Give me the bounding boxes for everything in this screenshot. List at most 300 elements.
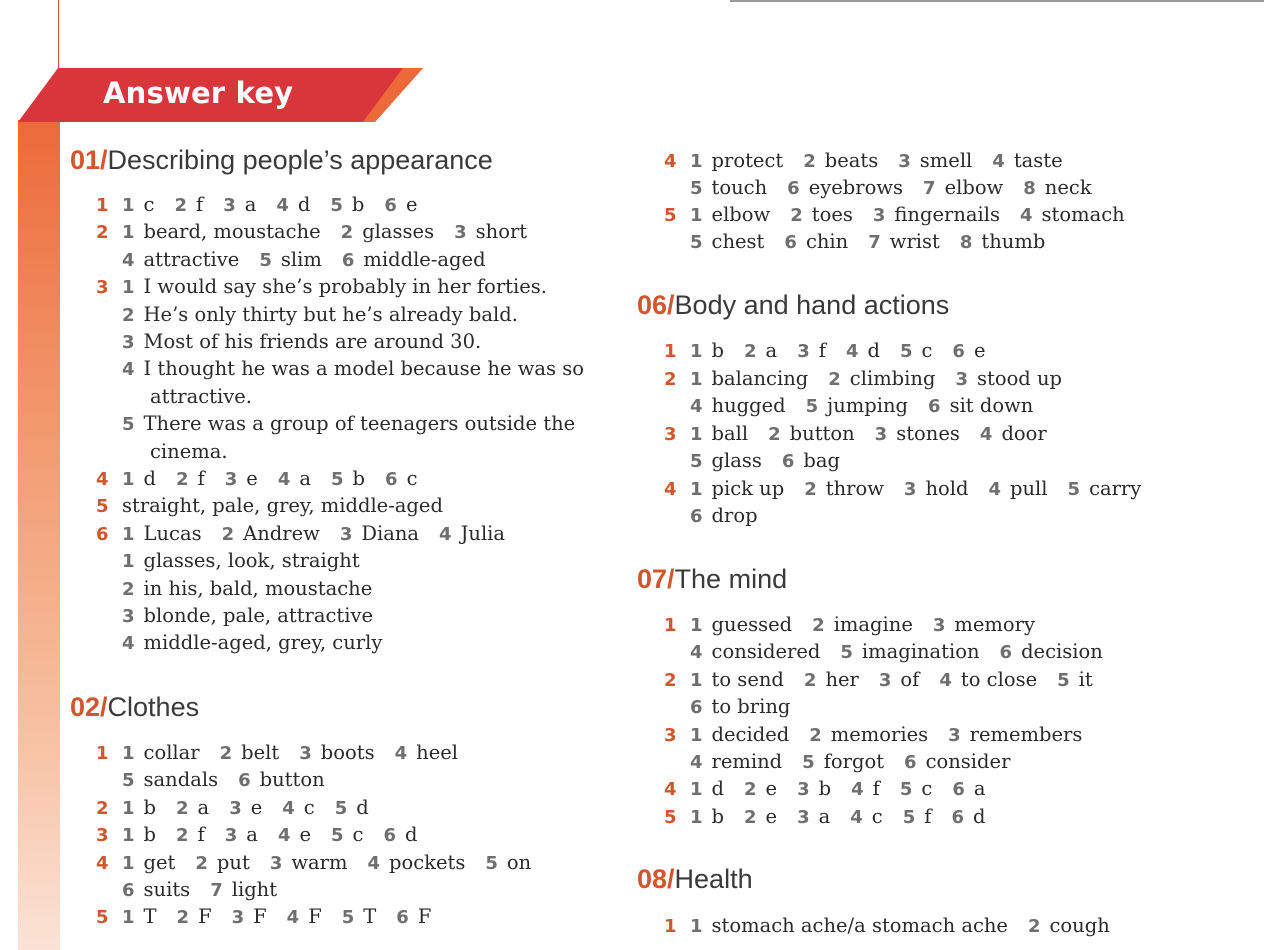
answer-text: a [765, 339, 778, 362]
question-number: 2 [664, 368, 677, 390]
item-number: 6 [385, 469, 398, 490]
item-number: 1 [690, 724, 703, 746]
item-number: 3 [454, 222, 467, 244]
answer-line [96, 739, 458, 767]
question-number: 1 [664, 916, 677, 937]
answer-text: a [244, 193, 257, 216]
answer-text: wrist [889, 230, 940, 253]
answer-text: to close [960, 667, 1038, 691]
answer-line [664, 201, 1125, 229]
answer-text: b [352, 467, 366, 490]
answer-line [96, 246, 486, 274]
item-number: 5 [341, 907, 355, 929]
answer-text: imagine [833, 613, 913, 636]
answer-text: pick up [711, 476, 785, 500]
item-number: 5 [690, 178, 703, 199]
question-number: 1 [664, 341, 677, 362]
item-number: 3 [898, 151, 911, 172]
item-number: 4 [979, 423, 993, 445]
item-number: 1 [122, 195, 135, 216]
item-number: 4 [122, 249, 135, 271]
item-number: 5 [122, 770, 135, 792]
question-number: 3 [96, 277, 109, 299]
item-number: 2 [122, 578, 135, 600]
question-number: 4 [664, 478, 677, 500]
item-number: 1 [122, 852, 135, 874]
answer-line [96, 218, 527, 246]
answer-line [664, 721, 1082, 749]
item-number: 3 [229, 797, 242, 819]
answer-text: fingernails [894, 203, 1000, 226]
item-number: 5 [840, 642, 853, 664]
answer-text: glasses, look, straight [143, 549, 360, 573]
answer-text: Most of his friends are around 30. [143, 330, 482, 353]
item-number: 2 [340, 222, 354, 244]
answer-line [664, 228, 1045, 256]
section-title-text: Body and hand actions [674, 290, 950, 320]
item-number: 4 [439, 523, 452, 545]
answer-text: Diana [361, 521, 420, 545]
item-number: 4 [690, 642, 703, 664]
answer-text: pockets [389, 850, 466, 874]
answer-line [664, 611, 1035, 639]
item-number: 6 [951, 806, 964, 828]
item-number: 3 [874, 423, 888, 445]
answer-text: glasses [362, 220, 435, 244]
item-number: 6 [928, 396, 941, 417]
item-number: 4 [282, 797, 295, 819]
item-number: 3 [872, 205, 886, 226]
item-number: 4 [367, 852, 381, 874]
answer-text: button [789, 421, 855, 445]
answer-text: d [711, 777, 725, 801]
item-number: 1 [122, 277, 135, 299]
item-number: 6 [383, 825, 396, 847]
answer-text: d [867, 339, 880, 362]
section-title-text: The mind [674, 564, 788, 594]
answer-text: b [711, 804, 725, 828]
section-number: 07/ [637, 564, 675, 594]
item-number: 2 [812, 615, 825, 636]
item-number: 1 [122, 469, 135, 490]
answer-text: stomach ache/a stomach ache [711, 914, 1008, 937]
answer-line [96, 903, 431, 931]
answer-text: neck [1044, 176, 1092, 199]
answer-text: f [197, 823, 205, 847]
question-number: 2 [664, 669, 677, 691]
answer-text: jumping [827, 394, 909, 417]
answer-line [664, 337, 985, 365]
answer-text: guessed [711, 613, 793, 636]
answer-text: decision [1021, 640, 1103, 664]
answer-line [664, 174, 1092, 202]
section-title-text: Health [674, 864, 753, 894]
item-number: 4 [988, 478, 1002, 500]
item-number: 4 [277, 825, 291, 847]
answer-line [96, 602, 373, 630]
answer-text: slim [280, 247, 322, 271]
item-number: 6 [122, 880, 135, 901]
item-number: 3 [269, 852, 283, 874]
answer-text: There was a group of teenagers outside the [143, 412, 576, 436]
item-number: 3 [903, 478, 917, 500]
item-number: 5 [485, 852, 498, 874]
answer-text: d [143, 467, 157, 490]
side-color-band [18, 120, 60, 950]
answer-text: warm [291, 850, 348, 874]
answer-text: Julia [460, 521, 506, 545]
item-number: 1 [122, 523, 135, 545]
top-rule [730, 0, 1264, 2]
answer-text: He’s only thirty but he’s already bald. [143, 302, 518, 326]
item-number: 5 [330, 195, 343, 216]
page-title: Answer key [103, 76, 294, 110]
section-number: 02/ [70, 692, 108, 722]
answer-text: c [921, 339, 933, 362]
section-title-text: Clothes [107, 692, 200, 722]
answer-text: Lucas [143, 521, 202, 545]
item-number: 6 [784, 232, 797, 253]
answer-text: b [143, 795, 157, 819]
answer-text: d [405, 823, 418, 847]
question-number: 3 [664, 724, 677, 746]
item-number: 1 [122, 222, 135, 244]
item-number: 5 [334, 797, 348, 819]
section-02-title [70, 692, 199, 723]
answer-text: stomach [1041, 203, 1125, 226]
answer-text: cough [1049, 914, 1110, 937]
answer-line [664, 803, 985, 831]
item-number: 3 [122, 606, 135, 627]
answer-text: a [973, 777, 986, 801]
answer-line [96, 849, 531, 877]
item-number: 5 [902, 806, 916, 828]
question-number: 5 [664, 205, 677, 226]
answer-line [96, 821, 417, 849]
answer-text: to bring [711, 695, 791, 719]
answer-text: door [1001, 421, 1047, 445]
answer-text: a [299, 467, 312, 490]
item-number: 2 [809, 724, 822, 746]
item-number: 1 [122, 825, 135, 847]
question-number: 2 [96, 797, 109, 819]
answer-text: it [1078, 667, 1093, 691]
answer-text: memories [830, 722, 929, 746]
answer-text: memory [954, 613, 1035, 636]
item-number: 1 [690, 423, 703, 445]
item-number: 5 [1067, 478, 1081, 500]
answer-line [96, 328, 481, 356]
answer-text: glass [711, 449, 762, 472]
answer-line [96, 383, 252, 410]
answer-text: chin [805, 230, 849, 253]
answer-text: attractive [143, 247, 240, 271]
answer-text: F [198, 905, 212, 929]
item-number: 4 [850, 806, 863, 828]
answer-line [664, 912, 1110, 940]
answer-text: ball [711, 421, 749, 445]
answer-text: d [297, 193, 311, 216]
answer-text: stones [896, 421, 960, 445]
question-number: 5 [664, 806, 677, 828]
answer-text: c [352, 823, 364, 847]
answer-line [96, 492, 443, 520]
item-number: 3 [948, 724, 961, 746]
section-06-title [637, 290, 949, 321]
answer-text: collar [143, 741, 200, 764]
answer-text: get [143, 850, 176, 874]
answer-text: light [231, 878, 278, 901]
answer-text: f [818, 339, 826, 362]
question-number: 4 [96, 852, 109, 874]
item-number: 1 [690, 916, 703, 937]
item-number: 6 [396, 907, 409, 929]
answer-text: e [765, 777, 778, 801]
item-number: 3 [955, 368, 968, 390]
item-number: 1 [690, 779, 703, 801]
item-number: 2 [803, 669, 817, 691]
answer-line [664, 693, 790, 721]
answer-line [664, 392, 1033, 420]
answer-text: blonde, pale, attractive [143, 604, 374, 627]
answer-text: imagination [861, 640, 980, 664]
item-number: 3 [224, 825, 238, 847]
answer-text: hugged [711, 394, 786, 417]
item-number: 2 [804, 478, 817, 500]
item-number: 3 [231, 907, 245, 929]
answer-text: e [405, 193, 418, 216]
item-number: 6 [904, 752, 917, 773]
answer-line [96, 547, 360, 575]
item-number: 4 [845, 341, 859, 362]
answer-text: beard, moustache [143, 220, 321, 244]
answer-text: b [351, 193, 365, 216]
item-number: 4 [394, 743, 408, 764]
question-number: 4 [96, 469, 109, 490]
answer-line [96, 876, 277, 904]
answer-text: smell [919, 149, 973, 172]
answer-text: boots [320, 741, 375, 764]
answer-text: e [250, 795, 263, 819]
answer-line [664, 475, 1141, 503]
item-number: 5 [1057, 669, 1070, 691]
item-number: 2 [176, 797, 189, 819]
answer-text: attractive. [150, 384, 252, 408]
item-number: 2 [790, 205, 803, 226]
answer-text: beats [824, 149, 879, 172]
answer-line [664, 666, 1093, 694]
answer-text: middle-aged, grey, curly [143, 631, 383, 655]
answer-text: carry [1089, 476, 1142, 500]
answer-text: bag [803, 449, 841, 472]
answer-line [96, 191, 417, 219]
item-number: 2 [803, 151, 816, 172]
answer-line [664, 748, 1010, 776]
question-number: 3 [664, 423, 677, 445]
answer-text: stood up [976, 366, 1063, 390]
answer-text: touch [711, 176, 768, 199]
question-number: 1 [664, 615, 677, 636]
answer-line [664, 638, 1103, 666]
answer-line [96, 355, 584, 383]
answer-text: throw [825, 476, 884, 500]
answer-line [96, 575, 372, 603]
item-number: 4 [690, 396, 703, 417]
answer-text: pull [1010, 476, 1048, 500]
question-number: 5 [96, 496, 109, 518]
section-title-text: Describing people’s appearance [107, 145, 493, 175]
question-number: 4 [664, 779, 677, 801]
answer-line [96, 410, 575, 438]
item-number: 6 [690, 697, 703, 719]
answer-text: a [818, 804, 831, 828]
item-number: 4 [276, 195, 289, 216]
section-01-title [70, 145, 493, 176]
answer-text: suits [143, 878, 191, 901]
answer-text: consider [925, 750, 1011, 773]
answer-line [664, 502, 758, 530]
item-number: 4 [277, 469, 291, 490]
answer-text: c [303, 795, 315, 819]
answer-text: e [299, 823, 312, 847]
answer-text: F [253, 905, 267, 929]
answer-text: put [216, 850, 250, 874]
item-number: 3 [797, 806, 810, 828]
item-number: 2 [176, 825, 189, 847]
item-number: 7 [923, 178, 936, 199]
question-number: 5 [96, 907, 109, 929]
answer-line [96, 766, 325, 794]
item-number: 5 [331, 825, 344, 847]
question-number: 2 [96, 222, 109, 244]
item-number: 2 [219, 743, 233, 764]
answer-line [664, 420, 1047, 448]
answer-text: b [711, 339, 725, 362]
answer-text: chest [711, 230, 765, 253]
item-number: 6 [781, 451, 795, 472]
item-number: 1 [690, 368, 703, 390]
item-number: 2 [744, 779, 757, 801]
answer-text: c [406, 467, 418, 490]
answer-line [664, 365, 1062, 393]
answer-text: elbow [711, 203, 771, 226]
section-number: 01/ [70, 145, 108, 175]
answer-text: decided [711, 722, 790, 746]
section-number: 06/ [637, 290, 675, 320]
answer-text: balancing [711, 366, 809, 390]
answer-text: d [973, 804, 986, 828]
item-number: 1 [122, 743, 135, 764]
item-number: 2 [221, 523, 235, 545]
question-number: 1 [96, 743, 109, 764]
item-number: 1 [122, 797, 135, 819]
answer-text: her [825, 667, 859, 691]
item-number: 6 [999, 642, 1013, 664]
item-number: 5 [899, 341, 913, 362]
answer-line [664, 775, 985, 803]
item-number: 2 [1027, 916, 1041, 937]
answer-text: e [765, 804, 778, 828]
answer-text: f [197, 467, 205, 490]
answer-text: of [900, 667, 920, 691]
answer-text: straight, pale, grey, middle-aged [122, 494, 443, 518]
item-number: 6 [952, 341, 965, 362]
item-number: 4 [1020, 205, 1033, 226]
answer-text: middle-aged [363, 247, 486, 271]
item-number: 3 [339, 523, 353, 545]
answer-text: button [259, 768, 325, 792]
answer-text: on [506, 850, 532, 874]
item-number: 5 [690, 451, 703, 472]
item-number: 3 [932, 615, 946, 636]
item-number: 8 [1023, 178, 1036, 199]
answer-text: a [197, 795, 210, 819]
answer-line [96, 301, 518, 329]
item-number: 4 [122, 633, 135, 655]
item-number: 3 [299, 743, 312, 764]
answer-text: remembers [969, 722, 1083, 746]
answer-text: heel [416, 741, 459, 764]
item-number: 2 [195, 852, 208, 874]
answer-text: e [973, 339, 986, 362]
answer-text: e [246, 467, 258, 490]
question-number: 1 [96, 195, 109, 216]
answer-text: sit down [949, 394, 1034, 417]
item-number: 4 [690, 752, 703, 773]
answer-line [664, 447, 840, 475]
answer-text: drop [711, 504, 758, 527]
answer-text: sandals [143, 768, 219, 792]
answer-text: forgot [823, 750, 885, 773]
item-number: 1 [122, 551, 135, 573]
item-number: 3 [224, 469, 238, 490]
answer-text: considered [711, 640, 821, 664]
item-number: 4 [939, 669, 952, 691]
item-number: 2 [122, 304, 135, 326]
item-number: 7 [210, 880, 223, 901]
item-number: 1 [690, 669, 703, 691]
answer-text: F [308, 905, 322, 929]
answer-text: c [921, 777, 933, 801]
answer-text: T [363, 905, 377, 929]
item-number: 7 [868, 232, 881, 253]
item-number: 1 [690, 615, 703, 636]
section-08-title [637, 864, 753, 895]
answer-text: F [417, 905, 432, 929]
item-number: 3 [223, 195, 236, 216]
item-number: 4 [851, 779, 864, 801]
answer-text: protect [711, 149, 784, 172]
item-number: 5 [690, 232, 703, 253]
answer-text: toes [811, 203, 853, 226]
answer-line [96, 438, 228, 465]
answer-text: I would say she’s probably in her forties. [143, 275, 547, 299]
answer-text: f [872, 777, 880, 801]
item-number: 2 [176, 907, 190, 929]
item-number: 3 [797, 341, 810, 362]
answer-text: eyebrows [808, 176, 904, 199]
question-number: 4 [664, 151, 677, 172]
answer-text: thumb [981, 230, 1046, 253]
item-number: 6 [787, 178, 800, 199]
answer-text: cinema. [150, 439, 228, 463]
answer-text: b [818, 777, 832, 801]
answer-text: belt [241, 741, 280, 764]
item-number: 3 [122, 332, 135, 353]
item-number: 5 [259, 249, 272, 271]
item-number: 2 [176, 469, 189, 490]
question-number: 3 [96, 825, 109, 847]
